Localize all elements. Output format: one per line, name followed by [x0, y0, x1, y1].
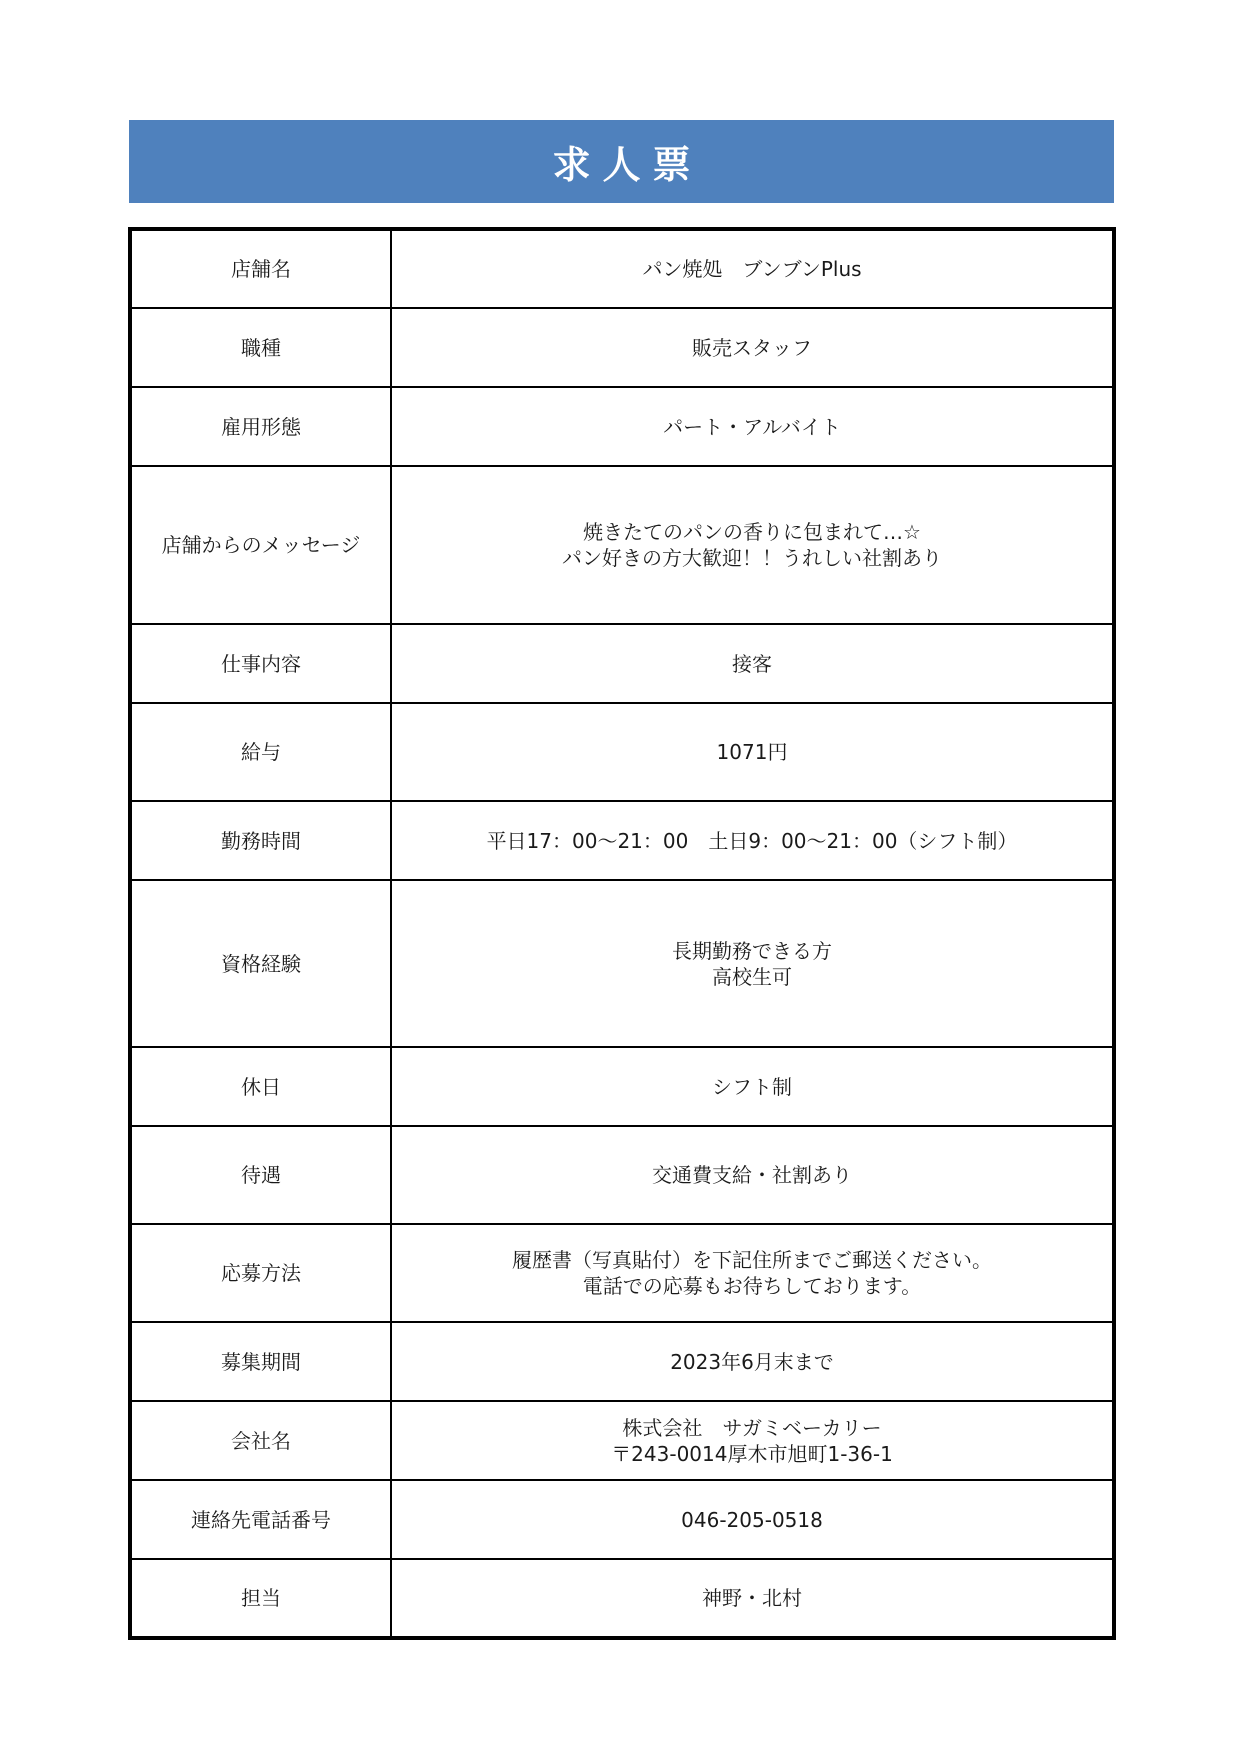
row-value [391, 1480, 1114, 1559]
table-row [130, 387, 1114, 466]
row-label: 給与 [130, 703, 391, 801]
value-line: 接客 [732, 651, 772, 676]
value-line: 〒243-0014厚木市旭町1-36-1 [611, 1441, 893, 1466]
table-row [130, 466, 1114, 624]
row-label: 担当 [130, 1559, 391, 1638]
value-line: パン焼処 ブンブンPlus [642, 257, 862, 281]
table-row [130, 703, 1114, 801]
row-value [391, 1322, 1114, 1401]
row-value [391, 308, 1114, 387]
row-label: 会社名 [130, 1401, 391, 1480]
row-value [391, 466, 1114, 624]
table-row [130, 229, 1114, 308]
table-row [130, 880, 1114, 1047]
row-label: 休日 [130, 1047, 391, 1126]
value-line: 焼きたてのパンの香りに包まれて…☆ [583, 520, 921, 544]
value-line: 高校生可 [712, 964, 792, 989]
value-line: 交通費支給・社割あり [652, 1163, 852, 1187]
value-line: 神野・北村 [702, 1586, 802, 1610]
row-label: 雇用形態 [130, 387, 391, 466]
value-line: 1071円 [716, 740, 788, 764]
table-row [130, 1224, 1114, 1322]
row-value [391, 1224, 1114, 1322]
row-value [391, 1047, 1114, 1126]
row-value [391, 1126, 1114, 1224]
row-label: 店舗名 [130, 229, 391, 308]
row-value [391, 880, 1114, 1047]
row-label: 仕事内容 [130, 624, 391, 703]
document-title: 求人票 [552, 143, 703, 187]
table-row [130, 308, 1114, 387]
row-value [391, 703, 1114, 801]
row-label: 連絡先電話番号 [130, 1480, 391, 1559]
row-value [391, 387, 1114, 466]
row-value [391, 624, 1114, 703]
value-line: パン好きの方大歓迎！！うれしい社割あり [562, 546, 942, 570]
job-listing-table [128, 227, 1116, 1640]
table-row [130, 624, 1114, 703]
row-value [391, 1401, 1114, 1480]
row-label: 募集期間 [130, 1322, 391, 1401]
value-line: 電話での応募もお待ちしております。 [582, 1274, 922, 1298]
table-row [130, 1126, 1114, 1224]
row-label: 応募方法 [130, 1224, 391, 1322]
row-value [391, 229, 1114, 308]
row-label: 勤務時間 [130, 801, 391, 880]
table-row [130, 1480, 1114, 1559]
value-line: 履歴書（写真貼付）を下記住所までご郵送ください。 [512, 1248, 992, 1272]
row-label: 店舗からのメッセージ [130, 466, 391, 624]
value-line: 販売スタッフ [692, 335, 812, 360]
table-row [130, 1322, 1114, 1401]
value-line: 2023年6月末まで [670, 1349, 834, 1374]
row-value [391, 801, 1114, 880]
table-row [130, 1401, 1114, 1480]
value-line: 長期勤務できる方 [672, 938, 832, 963]
row-label: 職種 [130, 308, 391, 387]
table-row [130, 1047, 1114, 1126]
table-row [130, 801, 1114, 880]
row-label: 資格経験 [130, 880, 391, 1047]
value-line: 平日17：00～21：00 土日9：00～21：00（シフト制） [486, 828, 1018, 853]
value-line: 株式会社 サガミベーカリー [622, 1415, 882, 1440]
table-row [130, 1559, 1114, 1638]
row-value [391, 1559, 1114, 1638]
value-line: シフト制 [712, 1074, 792, 1099]
value-line: 046-205-0518 [681, 1507, 823, 1532]
value-line: パート・アルバイト [663, 414, 841, 439]
title-banner [129, 120, 1114, 203]
row-label: 待遇 [130, 1126, 391, 1224]
